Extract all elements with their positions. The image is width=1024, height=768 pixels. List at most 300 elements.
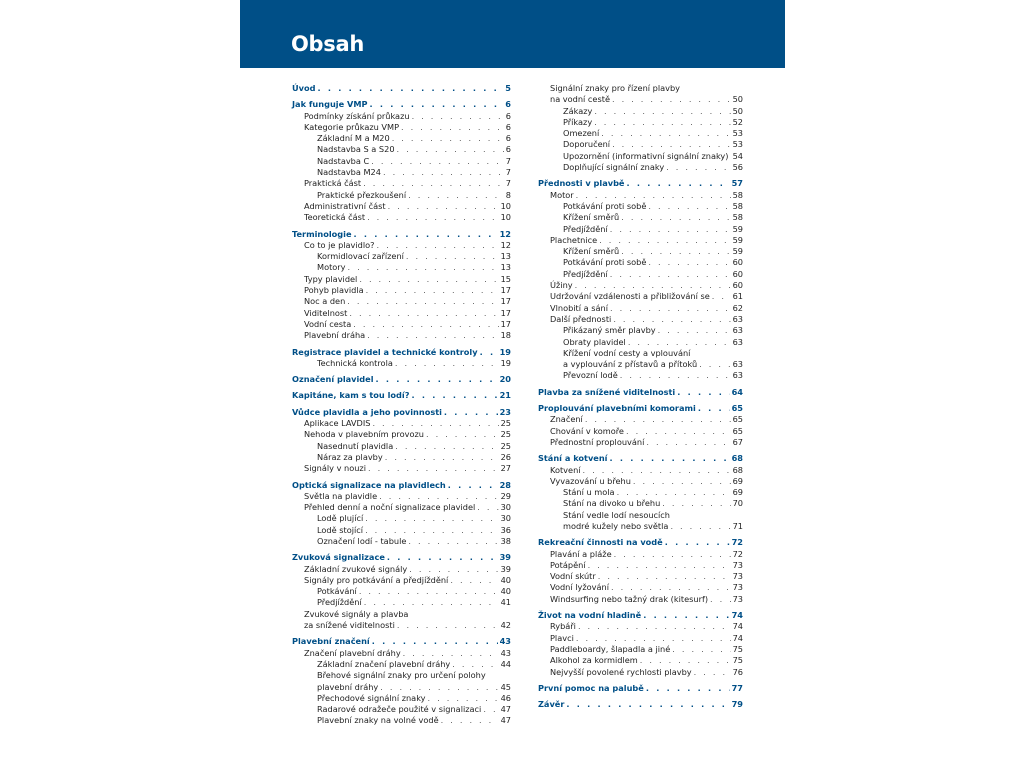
toc-page-number: 42 xyxy=(500,620,511,631)
dot-leader xyxy=(347,296,498,307)
toc-entry-title: Přikázaný směr plavby xyxy=(563,325,656,336)
toc-chapter[interactable] xyxy=(538,453,743,464)
toc-entry-title: Úžiny xyxy=(550,280,573,291)
toc-entry-title: Optická signalizace na plavidlech xyxy=(292,479,446,490)
dot-leader xyxy=(612,139,731,150)
toc-entry-title: modré kužely nebo světla xyxy=(563,520,669,531)
toc-entry-title: Rekreační činnosti na vodě xyxy=(538,537,663,548)
toc-entry[interactable] xyxy=(538,621,743,632)
toc-chapter[interactable] xyxy=(292,229,511,240)
toc-entry[interactable] xyxy=(292,144,511,155)
dot-leader xyxy=(610,269,731,280)
toc-entry[interactable] xyxy=(538,83,743,94)
toc-page-number: 6 xyxy=(505,110,511,121)
toc-page-number: 23 xyxy=(499,406,511,417)
toc-entry-title: Předjíždění xyxy=(317,597,362,608)
dot-leader xyxy=(383,167,504,178)
toc-entry[interactable] xyxy=(538,498,743,509)
toc-entry-title: Praktická část xyxy=(304,178,362,189)
toc-chapter[interactable] xyxy=(538,403,743,414)
toc-entry[interactable] xyxy=(292,704,511,715)
toc-page-number: 17 xyxy=(500,318,511,329)
toc-entry[interactable] xyxy=(292,111,511,122)
toc-entry-title: Kategorie průkazu VMP xyxy=(304,121,400,132)
toc-entry[interactable] xyxy=(292,491,511,502)
toc-entry-title: Nadstavba M24 xyxy=(317,167,381,178)
toc-entry[interactable] xyxy=(292,201,511,212)
toc-entry[interactable] xyxy=(292,122,511,133)
toc-column-right xyxy=(538,83,743,710)
toc-entry[interactable] xyxy=(292,564,511,575)
toc-entry[interactable] xyxy=(292,463,511,474)
toc-entry-title: Udržování vzdálenosti a přibližování se xyxy=(550,291,710,302)
toc-page-number: 68 xyxy=(731,453,743,464)
dot-leader xyxy=(648,201,730,212)
toc-entry[interactable] xyxy=(292,167,511,178)
toc-page xyxy=(240,0,785,768)
toc-page-number: 50 xyxy=(732,94,743,105)
toc-entry[interactable] xyxy=(538,106,743,117)
toc-chapter[interactable] xyxy=(538,537,743,548)
toc-entry[interactable] xyxy=(292,620,511,631)
toc-entry[interactable] xyxy=(538,246,743,257)
dot-leader xyxy=(585,414,731,425)
dot-leader xyxy=(371,156,504,167)
toc-page-number: 47 xyxy=(500,715,511,726)
toc-entry-title: Příkazy xyxy=(563,116,593,127)
toc-page-number: 74 xyxy=(732,621,743,632)
toc-page-number: 75 xyxy=(732,643,743,654)
toc-page-number: 10 xyxy=(500,212,511,223)
toc-entry[interactable] xyxy=(292,156,511,167)
toc-entry[interactable] xyxy=(538,510,743,521)
toc-entry[interactable] xyxy=(538,476,743,487)
toc-page-number: 7 xyxy=(505,155,511,166)
toc-entry-title: Omezení xyxy=(563,128,600,139)
toc-entry[interactable] xyxy=(292,330,511,341)
toc-entry-title: Noc a den xyxy=(304,296,346,307)
toc-entry-title: Zákazy xyxy=(563,105,593,116)
dot-leader xyxy=(392,133,504,144)
toc-page-number: 53 xyxy=(732,128,743,139)
toc-page-number: 25 xyxy=(500,440,511,451)
toc-entry-title: Vodní cesta xyxy=(304,318,352,329)
dot-leader xyxy=(611,582,731,593)
toc-entry-title: na vodní cestě xyxy=(550,94,610,105)
toc-entry[interactable] xyxy=(538,224,743,235)
toc-entry[interactable] xyxy=(292,536,511,547)
toc-entry-title: Křížení směrů xyxy=(563,212,620,223)
toc-entry[interactable] xyxy=(292,429,511,440)
toc-chapter[interactable] xyxy=(292,374,511,385)
toc-entry-title: Plavba za snížené viditelnosti xyxy=(538,386,676,397)
toc-page-number: 52 xyxy=(732,116,743,127)
toc-entry-title: Vodní skútr xyxy=(550,571,596,582)
toc-entry-title: Signální znaky pro řízení plavby xyxy=(550,83,681,93)
toc-entry-title: Přehled denní a noční signalizace plavidel xyxy=(304,502,476,513)
dot-leader xyxy=(395,358,499,369)
toc-entry[interactable] xyxy=(538,212,743,223)
toc-entry[interactable] xyxy=(292,670,511,681)
toc-page-number: 58 xyxy=(732,200,743,211)
dot-leader xyxy=(626,426,731,437)
toc-chapter[interactable] xyxy=(538,387,743,398)
toc-entry[interactable] xyxy=(538,314,743,325)
toc-entry-title: Přednostní proplouvání xyxy=(550,436,645,447)
toc-entry[interactable] xyxy=(538,162,743,173)
toc-page-number: 54 xyxy=(732,150,743,161)
dot-leader xyxy=(367,330,498,341)
toc-chapter[interactable] xyxy=(292,407,511,418)
toc-entry-title: Plavební znaky na volné vodě xyxy=(317,715,439,726)
toc-entry-title: Technická kontrola xyxy=(317,357,393,368)
toc-page-number: 65 xyxy=(731,403,743,414)
toc-entry-title: Nadstavba S a S20 xyxy=(317,144,395,155)
dot-leader xyxy=(617,487,731,498)
toc-page-number: 40 xyxy=(500,574,511,585)
dot-leader xyxy=(588,560,731,571)
dot-leader xyxy=(583,465,731,476)
toc-column-left xyxy=(292,83,511,727)
toc-page-number: 73 xyxy=(732,559,743,570)
toc-chapter[interactable] xyxy=(538,178,743,189)
toc-entry[interactable] xyxy=(538,269,743,280)
toc-entry[interactable] xyxy=(292,513,511,524)
dot-leader xyxy=(594,106,730,117)
toc-entry-title: První pomoc na palubě xyxy=(538,682,644,693)
toc-entry[interactable] xyxy=(538,414,743,425)
dot-leader xyxy=(613,314,730,325)
dot-leader xyxy=(576,633,731,644)
dot-leader xyxy=(694,667,731,678)
toc-entry[interactable] xyxy=(538,465,743,476)
toc-entry-title: plavební dráhy xyxy=(317,681,379,692)
dot-leader xyxy=(369,99,503,110)
toc-entry-title: Vlnobití a sání xyxy=(550,302,609,313)
toc-page-number: 6 xyxy=(505,99,511,110)
toc-entry-title: Stání a kotvení xyxy=(538,453,608,464)
toc-page-number: 59 xyxy=(732,223,743,234)
toc-entry[interactable] xyxy=(292,251,511,262)
dot-leader xyxy=(598,571,731,582)
toc-entry[interactable] xyxy=(292,262,511,273)
toc-page-number: 17 xyxy=(500,296,511,307)
toc-entry[interactable] xyxy=(292,575,511,586)
toc-entry-title: Chování v komoře xyxy=(550,425,624,436)
toc-page-number: 10 xyxy=(500,200,511,211)
toc-page-number: 36 xyxy=(500,524,511,535)
toc-entry[interactable] xyxy=(292,715,511,726)
toc-entry[interactable] xyxy=(538,117,743,128)
dot-leader xyxy=(348,262,499,273)
toc-entry-title: Život na vodní hladině xyxy=(538,610,642,621)
toc-entry-title: Kapitáne, kam s tou lodí? xyxy=(292,390,410,401)
toc-page-number: 76 xyxy=(732,666,743,677)
toc-entry-title: Křížení vodní cesty a vplouvání xyxy=(563,347,691,358)
toc-page-number: 27 xyxy=(500,463,511,474)
toc-page-number: 58 xyxy=(732,212,743,223)
dot-leader xyxy=(403,648,499,659)
dot-leader xyxy=(614,549,731,560)
toc-entry-title: Alkohol za kormidlem xyxy=(550,655,638,666)
toc-entry[interactable] xyxy=(292,452,511,463)
toc-entry[interactable] xyxy=(292,296,511,307)
dot-leader xyxy=(377,240,499,251)
page-title: Obsah xyxy=(291,32,365,56)
toc-entry[interactable] xyxy=(292,133,511,144)
dot-leader xyxy=(626,178,729,189)
dot-leader xyxy=(359,586,499,597)
toc-chapter[interactable] xyxy=(292,99,511,110)
dot-leader xyxy=(578,621,731,632)
dot-leader xyxy=(317,83,503,94)
toc-entry[interactable] xyxy=(538,655,743,666)
toc-entry-title: Přednosti v plavbě xyxy=(538,178,625,189)
toc-page-number: 62 xyxy=(732,302,743,313)
dot-leader xyxy=(365,513,498,524)
dot-leader xyxy=(610,224,731,235)
toc-page-number: 79 xyxy=(731,699,743,710)
dot-leader xyxy=(633,476,731,487)
dot-leader xyxy=(712,291,731,302)
toc-entry-title: Vůdce plavidla a jeho povinnosti xyxy=(292,406,442,417)
toc-entry[interactable] xyxy=(538,487,743,498)
toc-page-number: 6 xyxy=(505,144,511,155)
toc-chapter[interactable] xyxy=(292,636,511,647)
toc-page-number: 25 xyxy=(500,418,511,429)
toc-entry-title: Registrace plavidel a technické kontroly xyxy=(292,346,478,357)
dot-leader xyxy=(640,655,731,666)
toc-entry-title: Plavební dráha xyxy=(304,330,366,341)
toc-page-number: 20 xyxy=(499,374,511,385)
toc-page-number: 17 xyxy=(500,307,511,318)
toc-page-number: 17 xyxy=(500,285,511,296)
toc-entry[interactable] xyxy=(292,597,511,608)
toc-entry[interactable] xyxy=(292,648,511,659)
toc-entry-title: Břehové signální znaky pro určení polohy xyxy=(317,670,486,681)
toc-entry[interactable] xyxy=(538,582,743,593)
dot-leader xyxy=(452,659,498,670)
toc-entry[interactable] xyxy=(292,659,511,670)
toc-entry-title: za snížené viditelnosti xyxy=(304,620,395,631)
toc-page-number: 65 xyxy=(732,414,743,425)
toc-entry[interactable] xyxy=(538,571,743,582)
toc-page-number: 77 xyxy=(731,682,743,693)
toc-entry[interactable] xyxy=(292,358,511,369)
toc-entry[interactable] xyxy=(538,190,743,201)
dot-leader xyxy=(699,359,730,370)
toc-entry[interactable] xyxy=(292,274,511,285)
toc-entry-title: Typy plavidel xyxy=(304,273,358,284)
toc-entry[interactable] xyxy=(538,337,743,348)
toc-entry[interactable] xyxy=(538,359,743,370)
toc-page-number: 61 xyxy=(732,291,743,302)
toc-entry-title: Terminologie xyxy=(292,228,352,239)
toc-entry[interactable] xyxy=(292,319,511,330)
dot-leader xyxy=(397,144,504,155)
toc-entry[interactable] xyxy=(538,201,743,212)
toc-entry-title: Plachetnice xyxy=(550,234,598,245)
toc-entry[interactable] xyxy=(538,303,743,314)
toc-entry[interactable] xyxy=(538,325,743,336)
dot-leader xyxy=(670,521,730,532)
toc-entry[interactable] xyxy=(538,667,743,678)
toc-page-number: 19 xyxy=(500,357,511,368)
toc-entry-title: Podmínky získání průkazu xyxy=(304,110,410,121)
toc-page-number: 74 xyxy=(731,610,743,621)
toc-page-number: 12 xyxy=(500,239,511,250)
toc-page-number: 18 xyxy=(500,330,511,341)
toc-chapter[interactable] xyxy=(292,83,511,94)
toc-entry-title: Obraty plavidel xyxy=(563,336,626,347)
toc-entry[interactable] xyxy=(538,151,743,162)
toc-entry[interactable] xyxy=(538,257,743,268)
toc-page-number: 71 xyxy=(732,520,743,531)
dot-leader xyxy=(354,229,498,240)
toc-entry[interactable] xyxy=(292,240,511,251)
toc-page-number: 59 xyxy=(732,246,743,257)
toc-entry[interactable] xyxy=(292,308,511,319)
dot-leader xyxy=(412,111,504,122)
toc-page-number: 50 xyxy=(732,105,743,116)
toc-entry-title: Stání vedle lodí nesoucích xyxy=(563,509,671,520)
toc-entry[interactable] xyxy=(538,139,743,150)
toc-chapter[interactable] xyxy=(292,390,511,401)
dot-leader xyxy=(395,441,498,452)
toc-entry-title: Základní značení plavební dráhy xyxy=(317,658,451,669)
toc-entry[interactable] xyxy=(538,426,743,437)
toc-entry[interactable] xyxy=(538,370,743,381)
toc-page-number: 72 xyxy=(731,537,743,548)
toc-entry[interactable] xyxy=(292,212,511,223)
toc-page-number: 8 xyxy=(505,189,511,200)
toc-page-number: 39 xyxy=(500,563,511,574)
dot-leader xyxy=(428,693,499,704)
toc-page-number: 28 xyxy=(499,479,511,490)
toc-page-number: 58 xyxy=(732,189,743,200)
toc-entry-title: Paddleboardy, šlapadla a jiné xyxy=(550,643,671,654)
dot-leader xyxy=(401,122,504,133)
toc-entry[interactable] xyxy=(292,190,511,201)
dot-leader xyxy=(480,347,498,358)
toc-entry-title: Potkávání proti sobě xyxy=(563,200,647,211)
toc-chapter[interactable] xyxy=(292,347,511,358)
toc-entry[interactable] xyxy=(292,441,511,452)
toc-entry[interactable] xyxy=(292,418,511,429)
toc-entry[interactable] xyxy=(538,521,743,532)
toc-entry-title: Základní zvukové signály xyxy=(304,563,408,574)
toc-entry-title: Jak funguje VMP xyxy=(292,99,368,110)
toc-entry-title: Základní M a M20 xyxy=(317,133,390,144)
toc-entry[interactable] xyxy=(292,502,511,513)
toc-entry[interactable] xyxy=(292,525,511,536)
dot-leader xyxy=(388,201,499,212)
toc-entry-title: Závěr xyxy=(538,699,565,710)
toc-entry-title: Administrativní část xyxy=(304,200,386,211)
toc-entry[interactable] xyxy=(538,560,743,571)
toc-entry[interactable] xyxy=(538,280,743,291)
toc-entry-title: Předjíždění xyxy=(563,223,608,234)
toc-entry[interactable] xyxy=(538,549,743,560)
toc-entry-title: Signály v nouzi xyxy=(304,463,367,474)
toc-entry-title: Plavání a pláže xyxy=(550,548,612,559)
toc-entry[interactable] xyxy=(292,586,511,597)
toc-entry-title: Viditelnost xyxy=(304,307,348,318)
dot-leader xyxy=(672,644,730,655)
toc-page-number: 26 xyxy=(500,451,511,462)
toc-entry-title: Křížení směrů xyxy=(563,246,620,257)
toc-entry[interactable] xyxy=(538,94,743,105)
dot-leader xyxy=(594,117,730,128)
toc-entry[interactable] xyxy=(538,594,743,605)
dot-leader xyxy=(408,536,498,547)
dot-leader xyxy=(372,636,498,647)
toc-page-number: 63 xyxy=(732,370,743,381)
toc-entry[interactable] xyxy=(292,285,511,296)
dot-leader xyxy=(599,235,730,246)
toc-entry[interactable] xyxy=(538,348,743,359)
toc-entry[interactable] xyxy=(538,235,743,246)
toc-entry[interactable] xyxy=(292,682,511,693)
dot-leader xyxy=(576,190,731,201)
toc-entry-title: Potkávání proti sobě xyxy=(563,257,647,268)
dot-leader xyxy=(372,418,498,429)
dot-leader xyxy=(366,285,499,296)
dot-leader xyxy=(646,437,730,448)
toc-entry-title: Aplikace LAVDIS xyxy=(304,418,371,429)
toc-entry[interactable] xyxy=(538,437,743,448)
toc-entry-title: Praktické přezkoušení xyxy=(317,189,407,200)
toc-chapter[interactable] xyxy=(538,699,743,710)
toc-entry[interactable] xyxy=(538,128,743,139)
dot-leader xyxy=(662,498,730,509)
toc-entry-title: Motory xyxy=(317,262,346,273)
toc-entry[interactable] xyxy=(292,609,511,620)
toc-page-number: 57 xyxy=(731,178,743,189)
toc-chapter[interactable] xyxy=(538,610,743,621)
toc-entry[interactable] xyxy=(292,693,511,704)
toc-page-number: 13 xyxy=(500,251,511,262)
toc-page-number: 19 xyxy=(499,346,511,357)
title-banner xyxy=(240,0,785,68)
toc-entry-title: Motor xyxy=(550,189,574,200)
toc-entry-title: Teoretická část xyxy=(304,212,366,223)
toc-entry-title: Vyvazování u břehu xyxy=(550,475,631,486)
toc-page-number: 63 xyxy=(732,359,743,370)
toc-entry-title: Doplňující signální znaky xyxy=(563,162,665,173)
toc-entry[interactable] xyxy=(538,291,743,302)
dot-leader xyxy=(665,537,730,548)
toc-entry[interactable] xyxy=(292,178,511,189)
dot-leader xyxy=(628,337,731,348)
dot-leader xyxy=(677,387,729,398)
dot-leader xyxy=(368,463,499,474)
dot-leader xyxy=(698,403,730,414)
dot-leader xyxy=(367,212,499,223)
toc-entry-title: Lodě plující xyxy=(317,513,364,524)
toc-entry-title: a vyplouvání z přístavů a přítoků xyxy=(563,359,698,370)
toc-chapter[interactable] xyxy=(292,552,511,563)
toc-entry-title: Nadstavba C xyxy=(317,155,370,166)
toc-page-number: 6 xyxy=(505,121,511,132)
toc-entry[interactable] xyxy=(538,633,743,644)
toc-chapter[interactable] xyxy=(538,683,743,694)
toc-entry[interactable] xyxy=(538,644,743,655)
toc-page-number: 6 xyxy=(505,133,511,144)
dot-leader xyxy=(448,480,498,491)
toc-page-number: 46 xyxy=(500,692,511,703)
toc-chapter[interactable] xyxy=(292,480,511,491)
